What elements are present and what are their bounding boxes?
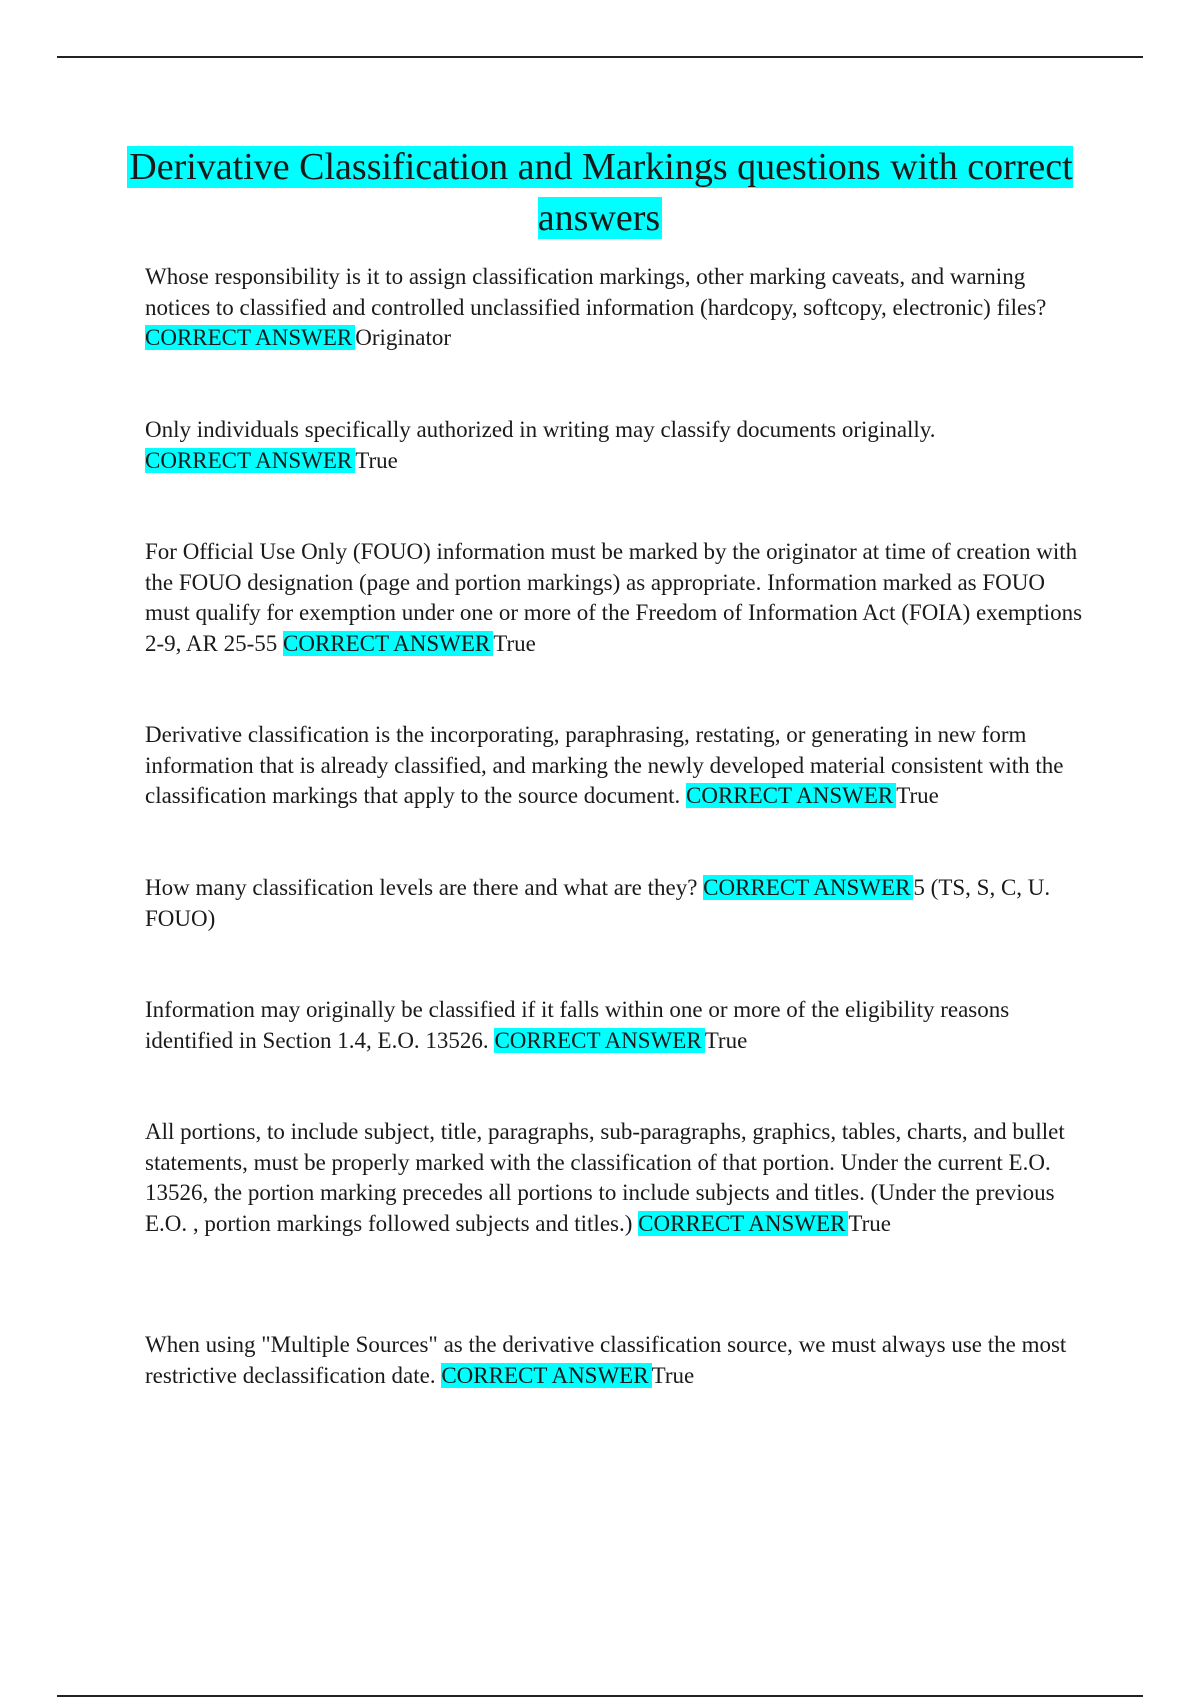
correct-answer-tag: CORRECT ANSWER xyxy=(703,875,913,900)
correct-answer-tag: CORRECT ANSWER xyxy=(638,1211,848,1236)
answer-text: 5 (TS, S, C, U. FOUO) xyxy=(145,875,1051,931)
answer-text: True xyxy=(493,630,536,656)
correct-answer-tag: CORRECT ANSWER xyxy=(494,1028,704,1053)
correct-answer-tag: CORRECT ANSWER xyxy=(686,783,896,808)
page-title xyxy=(120,142,1080,244)
question-text: Only individuals specifically authorized in writing may classify documents originally. xyxy=(145,417,936,442)
qa-item-8 xyxy=(145,1330,1090,1391)
question-text: For Official Use Only (FOUO) information must be marked by the originator at time of creation with the FOUO designation (page and portion markings) as appropriate. Information marked as FOUO must qualify for exemption under one or more of the Freedom of Information Act (FOIA) exemptions 2-9, AR 25-55 xyxy=(145,539,1083,656)
question-text: When using "Multiple Sources" as the derivative classification source, we must always use the most restrictive declassification date. xyxy=(145,1332,1067,1388)
top-rule xyxy=(57,56,1143,58)
question-text: Whose responsibility is it to assign classification markings, other marking caveats, and warning notices to classified and controlled unclassified information (hardcopy, softcopy, electronic) files? xyxy=(145,264,1047,320)
bottom-rule xyxy=(57,1695,1143,1697)
question-text: All portions, to include subject, title, paragraphs, sub-paragraphs, graphics, tables, charts, and bullet statements, must be properly marked with the classification of that portion. Under the current E.O. 13526, the portion marking precedes all portions to include subjects and titles. (Under the previous E.O. , portion markings followed subjects and titles.) xyxy=(145,1119,1065,1236)
correct-answer-tag: CORRECT ANSWER xyxy=(145,448,355,473)
qa-item-7 xyxy=(145,1117,1090,1239)
qa-item-2 xyxy=(145,415,1090,476)
answer-text: Originator xyxy=(355,325,452,350)
question-text: How many classification levels are there and what are they? xyxy=(145,875,698,900)
answer-text: True xyxy=(355,447,398,473)
answer-text: True xyxy=(651,1362,695,1388)
qa-item-4 xyxy=(145,720,1090,812)
qa-item-5 xyxy=(145,873,1090,934)
qa-item-3 xyxy=(145,537,1090,659)
correct-answer-tag: CORRECT ANSWER xyxy=(145,325,355,350)
question-text: Derivative classification is the incorporating, paraphrasing, restating, or generating in new form information that is already classified, and marking the newly developed material consistent with the classification markings that apply to the source document. xyxy=(145,722,1064,808)
correct-answer-tag: CORRECT ANSWER xyxy=(283,631,493,656)
answer-text: True xyxy=(848,1210,892,1236)
answer-text: True xyxy=(896,783,939,808)
correct-answer-tag: CORRECT ANSWER xyxy=(441,1363,651,1388)
question-text: Information may originally be classified if it falls within one or more of the eligibility reasons identified in Section 1.4, E.O. 13526. xyxy=(145,997,1010,1053)
qa-item-6 xyxy=(145,995,1090,1056)
answer-text: True xyxy=(704,1027,748,1053)
title-text: Derivative Classification and Markings questions with correct answers xyxy=(129,146,1073,239)
qa-item-1 xyxy=(145,262,1090,354)
